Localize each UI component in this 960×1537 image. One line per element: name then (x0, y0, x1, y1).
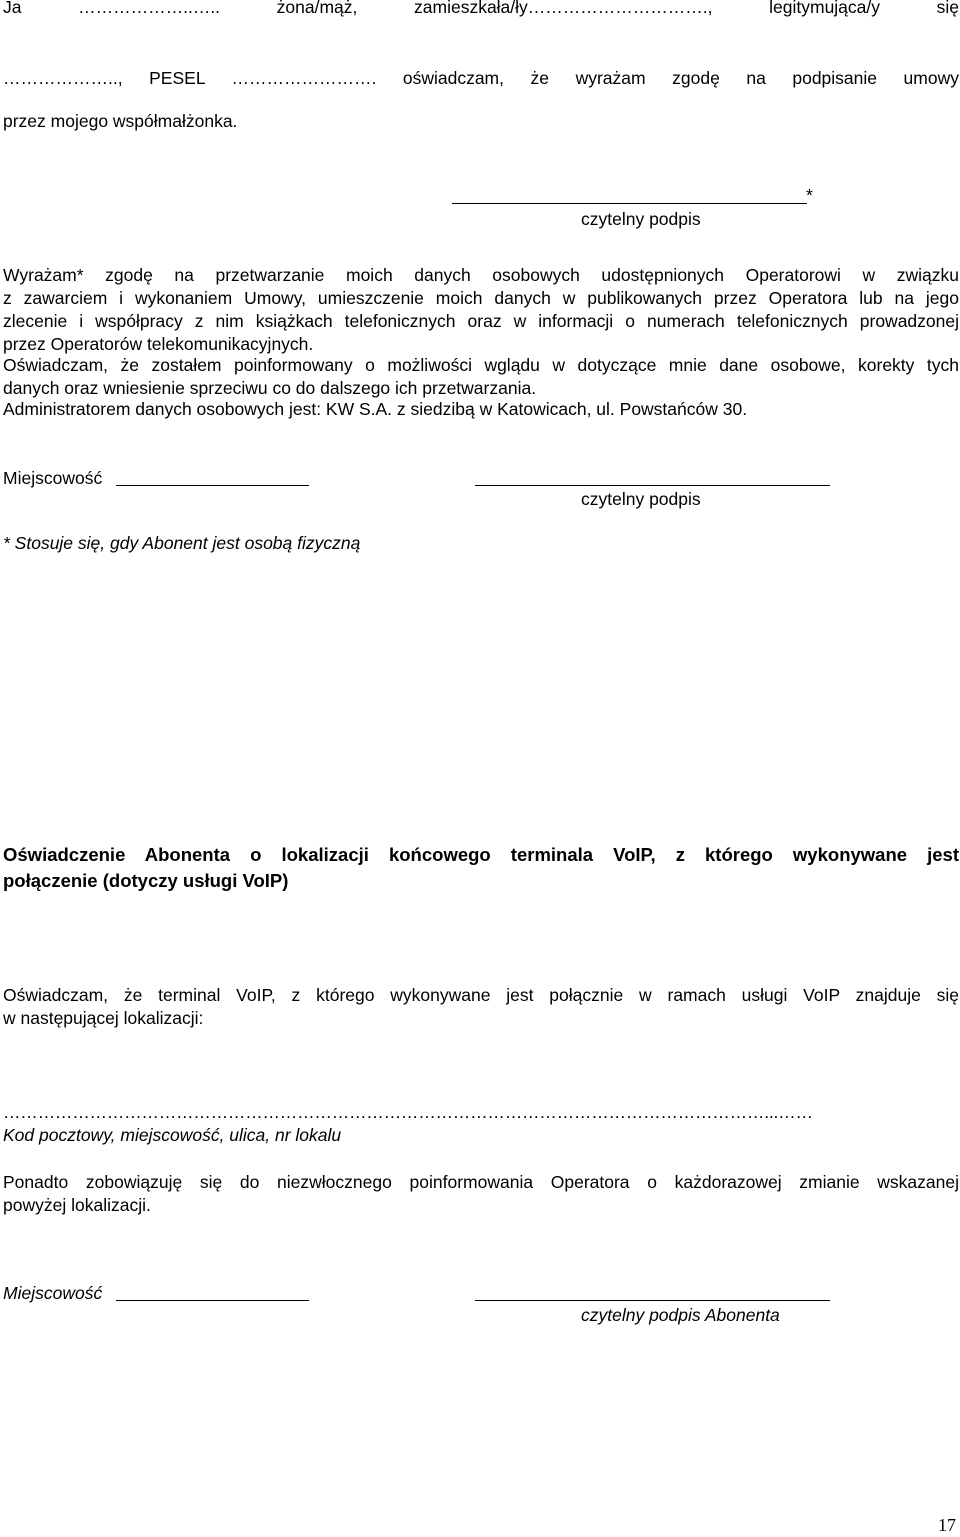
signature-label-2: czytelny podpis Abonenta (581, 1305, 780, 1325)
voip-obligation-line-2: powyżej lokalizacji. (3, 1195, 151, 1215)
address-label: Kod pocztowy, miejscowość, ulica, nr lokalu (3, 1125, 342, 1145)
place-line-1 (116, 485, 309, 486)
consent-p1-line-2: z zawarciem i wykonaniem Umowy, umieszczenie moich danych w publikowanych przez Operatora lub na jego (3, 288, 959, 308)
voip-statement-line-1: Oświadczam, że terminal VoIP, z którego wykonywane jest połącznie w ramach usługi VoIP znajduje się (3, 985, 959, 1005)
place-label-2: Miejscowość (3, 1283, 103, 1303)
consent-p1-line-1: Wyrażam* zgodę na przetwarzanie moich danych osobowych udostępnionych Operatorowi w związku (3, 265, 959, 285)
consent-p1-line-4: przez Operatorów telekomunikacyjnych. (3, 334, 314, 354)
administrator-line: Administratorem danych osobowych jest: KW S.A. z siedzibą w Katowicach, ul. Powstańców 30. (3, 399, 748, 419)
signature-label-1: czytelny podpis (581, 489, 701, 509)
voip-obligation-line-1: Ponadto zobowiązuję się do niezwłocznego poinformowania Operatora o każdorazowej zmianie wskazanej (3, 1172, 959, 1192)
consent-p2-line-2: danych oraz wniesienie sprzeciwu co do dalszego ich przetwarzania. (3, 378, 537, 398)
intro-line-1: Ja ………………..….. żona/mąż, zamieszkała/ły…………………………., legitymująca/y się (3, 0, 959, 17)
intro-line-3: przez mojego współmałżonka. (3, 111, 238, 131)
footnote: * Stosuje się, gdy Abonent jest osobą fizyczną (3, 533, 361, 553)
address-dotted-line: ……………………………………………………………………………………………………………………...…… (3, 1102, 813, 1122)
voip-statement-line-2: w następującej lokalizacji: (3, 1008, 204, 1028)
signature-line-2 (475, 1300, 830, 1301)
voip-heading-line-2: połączenie (dotyczy usługi VoIP) (3, 870, 289, 891)
spouse-signature-asterisk: * (806, 185, 813, 205)
page-number: 17 (938, 1515, 956, 1535)
voip-heading-line-1: Oświadczenie Abonenta o lokalizacji końcowego terminala VoIP, z którego wykonywane jest (3, 844, 959, 865)
spouse-signature-label: czytelny podpis (581, 209, 701, 229)
intro-line-2: ……………….., PESEL ……………………. oświadczam, że wyrażam zgodę na podpisanie umowy (3, 68, 959, 88)
signature-line-1 (475, 485, 830, 486)
spouse-signature-line (452, 203, 807, 204)
consent-p2-line-1: Oświadczam, że zostałem poinformowany o możliwości wglądu w dotyczące mnie dane osobowe, korekty tych (3, 355, 959, 375)
consent-p1-line-3: zlecenie i współpracy z nim książkach telefonicznych oraz w informacji o numerach telefonicznych prowadzonej (3, 311, 959, 331)
place-label-1: Miejscowość (3, 468, 103, 488)
place-line-2 (116, 1300, 309, 1301)
